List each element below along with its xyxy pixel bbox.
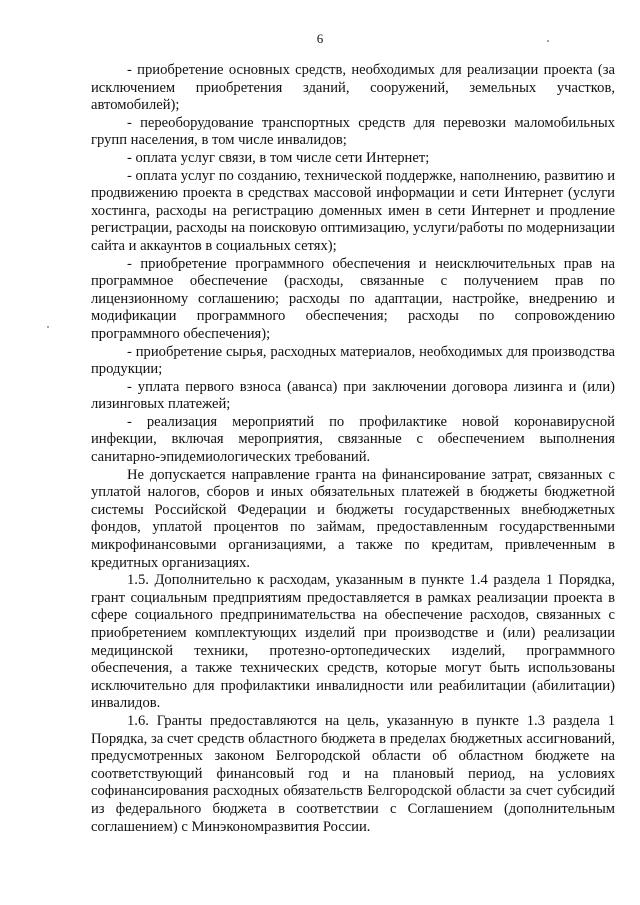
paragraph: Не допускается направление гранта на финансирование затрат, связанных с уплатой налогов, сборов и иных обязательных платежей в бюджеты бюджетной системы Российской Федерации и бюджеты государственных внебюджетных фондов, уплатой процентов по займам, предоставленным государственными микрофинансовыми организациями, а также по кредитам, привлеченным в кредитных организациях. — [91, 466, 615, 571]
document-body — [91, 62, 615, 836]
scan-speck — [547, 40, 549, 42]
paragraph: 1.6. Гранты предоставляются на цель, указанную в пункте 1.3 раздела 1 Порядка, за счет средств областного бюджета в пределах бюджетных ассигнований, предусмотренных законом Белгородской области об областном бюджете на соответствующий финансовый год и на плановый период, на условиях софинансирования расходных обязательств Белгородской области за счет субсидий из федерального бюджета в соответствии с Соглашением (дополнительным соглашением) с Минэкономразвития России. — [91, 712, 615, 835]
paragraph: - оплата услуг связи, в том числе сети Интернет; — [127, 149, 430, 166]
paragraph: - оплата услуг по созданию, технической поддержке, наполнению, развитию и продвижению проекта в средствах массовой информации и сети Интернет (услуги хостинга, расходы на регистрацию доменных имен в сети Интернет и продление регистрации, расходы на поисковую оптимизацию, услуги/работы по модернизации сайта и аккаунтов в социальных сетях); — [91, 167, 615, 254]
paragraph: - уплата первого взноса (аванса) при заключении договора лизинга и (или) лизинговых платежей; — [91, 378, 615, 413]
paragraph: - приобретение основных средств, необходимых для реализации проекта (за исключением приобретения зданий, сооружений, земельных участков, автомобилей); — [91, 62, 615, 114]
paragraph: - реализация мероприятий по профилактике новой коронавирусной инфекции, включая мероприятия, связанные с обеспечением выполнения санитарно-эпидемиологических требований. — [91, 413, 615, 466]
scan-speck — [47, 326, 49, 328]
page-number: 6 — [316, 31, 324, 46]
paragraph: 1.5. Дополнительно к расходам, указанным в пункте 1.4 раздела 1 Порядка, грант социальным предприятиям предоставляется в рамках реализации проекта в сфере социального предпринимательства на обеспечение расходов, связанных с приобретением комплектующих изделий при производстве и (или) реализации медицинской техники, протезно-ортопедических изделий, программного обеспечения, а также технических средств, которые могут быть использованы исключительно для профилактики инвалидности или реабилитации (абилитации) инвалидов. — [91, 572, 615, 712]
paragraph: - приобретение сырья, расходных материалов, необходимых для производства продукции; — [91, 343, 615, 378]
paragraph: - переоборудование транспортных средств для перевозки маломобильных групп населения, в том числе инвалидов; — [91, 114, 615, 149]
paragraph: - приобретение программного обеспечения и неисключительных прав на программное обеспечение (расходы, связанные с получением прав по лицензионному соглашению; расходы по адаптации, настройке, внедрению и модификации программного обеспечения; расходы по сопровождению программного обеспечения); — [91, 255, 615, 342]
